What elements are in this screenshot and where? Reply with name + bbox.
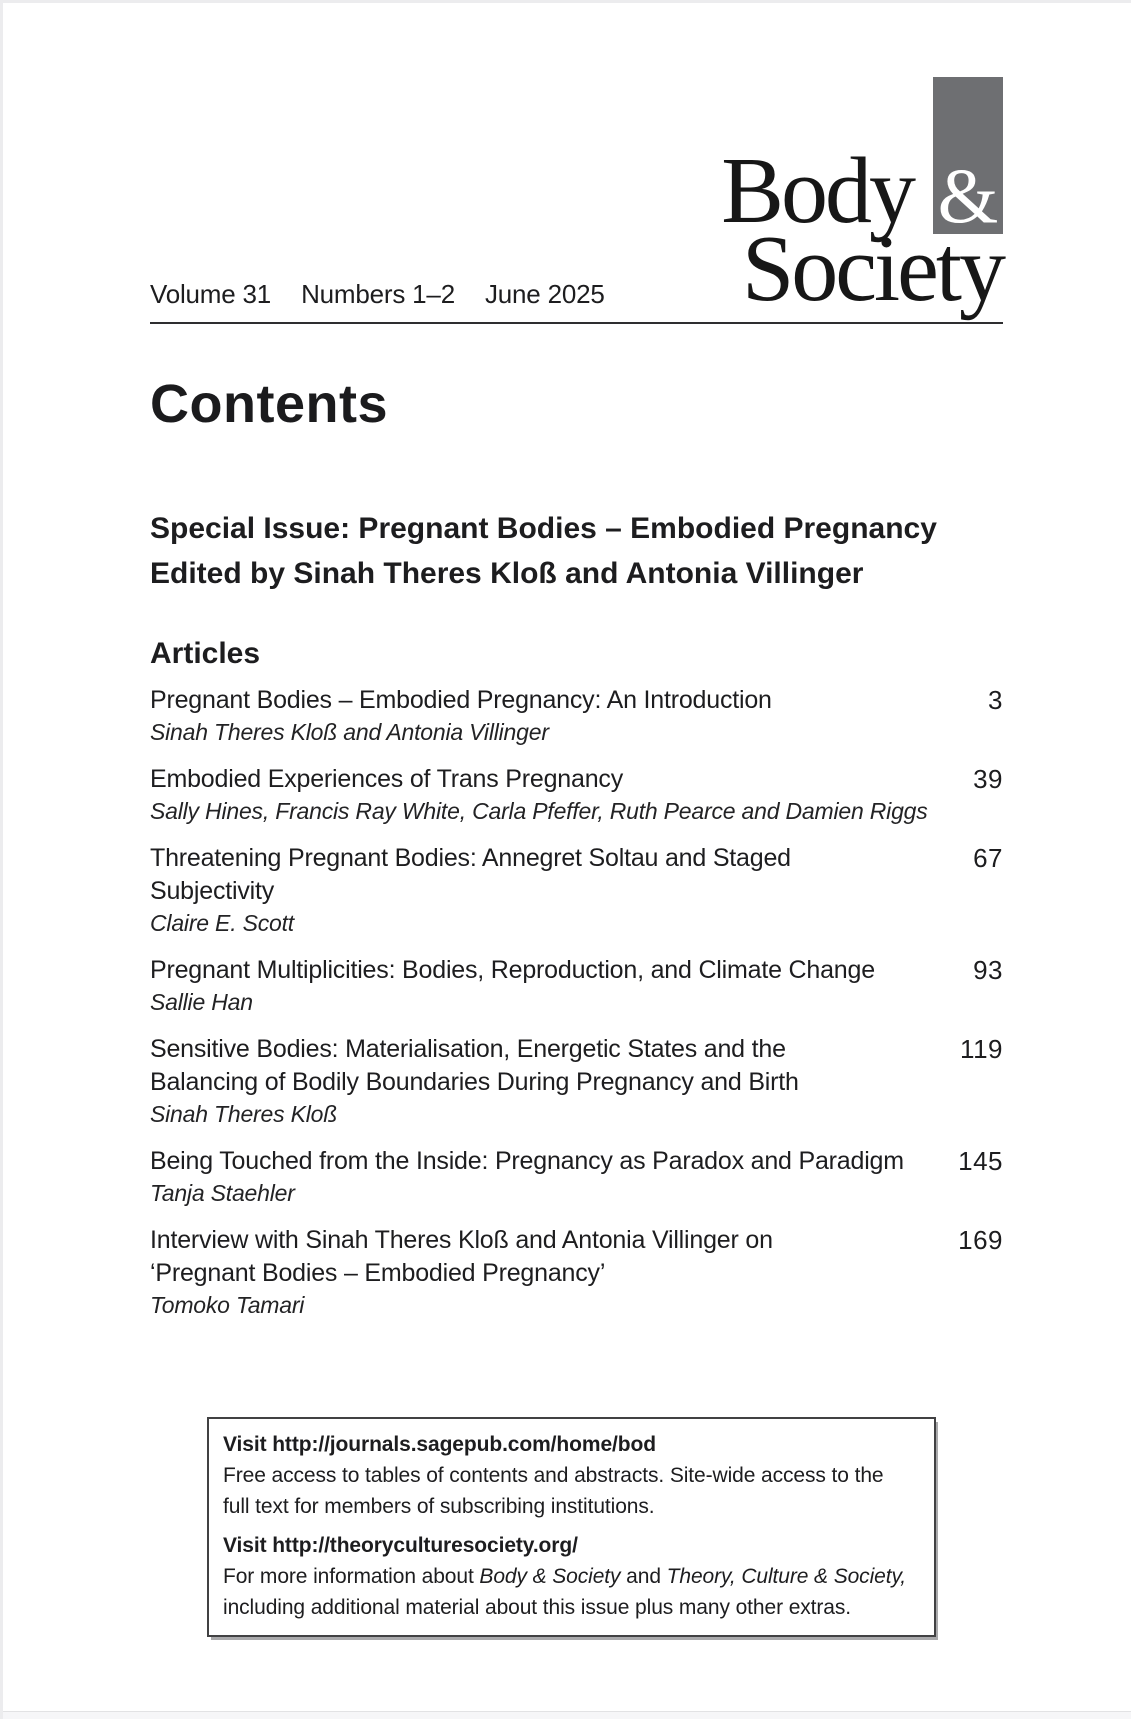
article-title: Sensitive Bodies: Materialisation, Energetic States and the: [150, 1035, 786, 1063]
article-entry-text: [150, 842, 933, 938]
article-authors: Tomoko Tamari: [150, 1292, 305, 1318]
article-entry: [150, 954, 1003, 1017]
special-issue-title: Special Issue: Pregnant Bodies – Embodied Pregnancy: [150, 512, 937, 545]
ampersand-glyph: &: [937, 152, 999, 240]
article-entry-text: [150, 1145, 933, 1208]
article-page-number: 39: [973, 764, 1003, 794]
sage-description-line: Free access to tables of contents and abstracts. Site-wide access to the: [223, 1464, 884, 1487]
sage-url-heading: Visit http://journals.sagepub.com/home/bod: [223, 1433, 656, 1456]
issue-date: June 2025: [484, 279, 605, 309]
page-title: Contents: [150, 374, 388, 434]
article-title: Pregnant Multiplicities: Bodies, Reproduction, and Climate Change: [150, 956, 875, 984]
article-entry-text: [150, 763, 933, 826]
article-page-number: 145: [958, 1146, 1003, 1176]
article-entry: [150, 1145, 1003, 1208]
article-list: [150, 684, 1003, 1320]
article-entry: [150, 684, 1003, 747]
special-issue-editors: Edited by Sinah Theres Kloß and Antonia Villinger: [150, 557, 864, 590]
article-authors: Sinah Theres Kloß and Antonia Villinger: [150, 719, 549, 745]
article-entry: [150, 842, 1003, 938]
article-entry-text: [150, 954, 933, 1017]
tcs-line-prefix: For more information about: [223, 1565, 480, 1588]
article-title: Interview with Sinah Theres Kloß and Antonia Villinger on: [150, 1226, 773, 1254]
article-page-number: 3: [988, 685, 1003, 715]
page-bottom-edge: [3, 1711, 1131, 1719]
article-title: Threatening Pregnant Bodies: Annegret Soltau and Staged: [150, 844, 791, 872]
article-title: Being Touched from the Inside: Pregnancy as Paradox and Paradigm: [150, 1147, 904, 1175]
article-page-number: 93: [973, 955, 1003, 985]
article-title: Balancing of Bodily Boundaries During Pregnancy and Birth: [150, 1068, 799, 1096]
article-authors: Sallie Han: [150, 989, 253, 1015]
article-title: Subjectivity: [150, 877, 275, 905]
info-box: [207, 1417, 936, 1637]
tcs-journal-name: Body & Society: [479, 1565, 621, 1588]
article-authors: Tanja Staehler: [150, 1180, 295, 1206]
tcs-url-heading: Visit http://theoryculturesociety.org/: [223, 1534, 578, 1557]
tcs-description-line: including additional material about this issue plus many other extras.: [223, 1596, 852, 1619]
article-entry-text: [150, 684, 933, 747]
article-title: Pregnant Bodies – Embodied Pregnancy: An Introduction: [150, 686, 772, 714]
issue-volume: Volume 31: [150, 279, 272, 309]
special-issue-heading: [150, 506, 1003, 596]
article-authors: Sinah Theres Kloß: [150, 1101, 338, 1127]
article-page-number: 67: [973, 843, 1003, 873]
article-entry-text: [150, 1224, 933, 1320]
article-page-number: 119: [960, 1034, 1003, 1064]
tcs-description-line: [223, 1561, 920, 1592]
contents-main-column: [150, 3, 1003, 1637]
article-authors: Claire E. Scott: [150, 910, 294, 936]
tcs-journal-name: Theory, Culture & Society,: [666, 1565, 907, 1588]
issue-numbers: Numbers 1–2: [301, 279, 455, 309]
article-entry: [150, 1224, 1003, 1320]
article-entry-text: [150, 1033, 933, 1129]
article-title: Embodied Experiences of Trans Pregnancy: [150, 765, 624, 793]
logo-word-body: Body: [721, 139, 913, 244]
article-title: ‘Pregnant Bodies – Embodied Pregnancy’: [150, 1259, 606, 1287]
article-page-number: 169: [958, 1225, 1003, 1255]
article-entry: [150, 763, 1003, 826]
tcs-line-middle: and: [620, 1565, 667, 1588]
article-entry: [150, 1033, 1003, 1129]
article-authors: Sally Hines, Francis Ray White, Carla Pfeffer, Ruth Pearce and Damien Riggs: [150, 798, 928, 824]
articles-section-heading: Articles: [150, 637, 261, 670]
sage-description-line: full text for members of subscribing institutions.: [223, 1495, 655, 1518]
logo-word-society: Society: [742, 217, 1003, 322]
